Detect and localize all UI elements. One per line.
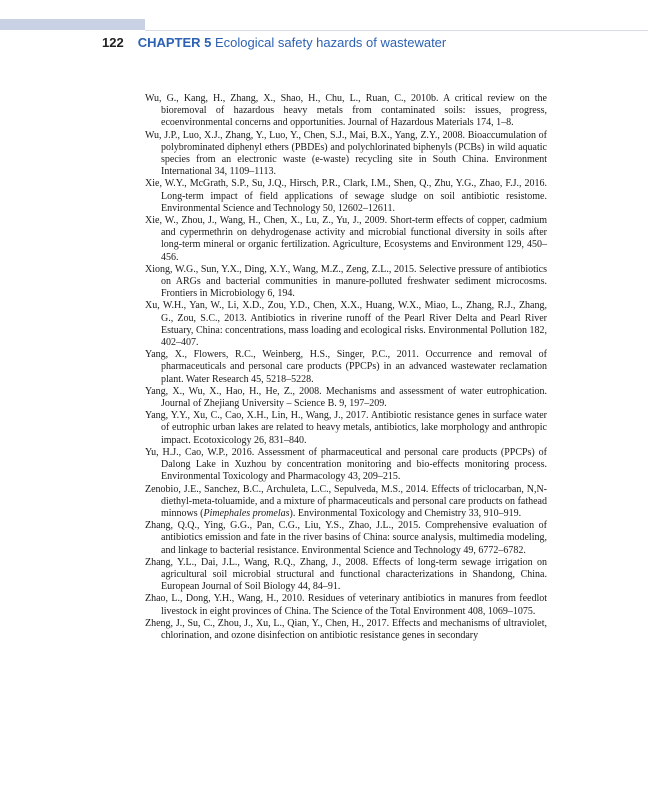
running-header xyxy=(102,35,446,51)
reference-item: Xie, W., Zhou, J., Wang, H., Chen, X., Lu, Z., Yu, J., 2009. Short-term effects of copper, cadmium and cypermethrin on dehydrogenase activity and microbial functional diversity in soils after long-term mineral or organic fertilization. Agriculture, Ecosystems and Environment 129, 450–456. xyxy=(145,215,547,263)
reference-item: Zhang, Y.L., Dai, J.L., Wang, R.Q., Zhang, J., 2008. Effects of long-term sewage irrigation on agricultural soil microbial structural and functional characterizations in Shandong, China. European Journal of Soil Biology 44, 84–91. xyxy=(145,556,547,593)
reference-item xyxy=(145,484,547,521)
reference-text: ). Environmental Toxicology and Chemistry 33, 910–919. xyxy=(289,507,522,519)
reference-item: Yang, X., Flowers, R.C., Weinberg, H.S., Singer, P.C., 2011. Occurrence and removal of pharmaceuticals and personal care products (PPCPs) in an advanced wastewater reclamation plant. Water Research 45, 5218–5228. xyxy=(145,349,547,385)
reference-item: Yang, X., Wu, X., Hao, H., He, Z., 2008. Mechanisms and assessment of water eutrophication. Journal of Zhejiang University – Science B. 9, 197–209. xyxy=(145,385,547,410)
reference-item: Wu, G., Kang, H., Zhang, X., Shao, H., Chu, L., Ruan, C., 2010b. A critical review on the bioremoval of hazardous heavy metals from contaminated soils: issues, progress, ecoenvironmental concerns and opportunities. Journal of Hazardous Materials 174, 1–8. xyxy=(145,93,547,129)
reference-item: Yang, Y.Y., Xu, C., Cao, X.H., Lin, H., Wang, J., 2017. Antibiotic resistance genes in surface water of eutrophic urban lakes are related to heavy metals, antibiotics, lake morphology and anthropic impact. Ecotoxicology 26, 831–840. xyxy=(145,410,547,446)
reference-item: Xiong, W.G., Sun, Y.X., Ding, X.Y., Wang, M.Z., Zeng, Z.L., 2015. Selective pressure of antibiotics on ARGs and bacterial communities in manure-polluted freshwater sediment microcosms. Frontiers in Microbiology 6, 194. xyxy=(145,263,547,300)
reference-item: Zhang, Q.Q., Ying, G.G., Pan, C.G., Liu, Y.S., Zhao, J.L., 2015. Comprehensive evaluation of antibiotics emission and fate in the river basins of China: source analysis, multimedia modeling, and linkage to bacterial resistance. Environmental Science and Technology 49, 6772–6782. xyxy=(145,520,547,556)
reference-text: Zenobio, J.E., Sanchez, B.C., Archuleta, L.C., Sepulveda, M.S., 2014. Effects of triclocarban, N,N-diethyl-meta-toluamide, and a mixture of pharmaceuticals and personal care products on fathead minnows ( xyxy=(145,483,547,519)
reference-item: Xu, W.H., Yan, W., Li, X.D., Zou, Y.D., Chen, X.X., Huang, W.X., Miao, L., Zhang, R.J., Zhang, G., Zou, S.C., 2013. Antibiotics in riverine runoff of the Pearl River Delta and Pearl River Estuary, China: concentrations, mass loading and ecological risks. Environmental Pollution 182, 402–407. xyxy=(145,300,547,349)
reference-item: Yu, H.J., Cao, W.P., 2016. Assessment of pharmaceutical and personal care products (PPCPs) of Dalong Lake in Xuzhou by concentration monitoring and bio-effects monitoring process. Environmental Toxicology and Pharmacology 43, 209–215. xyxy=(145,446,547,483)
reference-item: Zheng, J., Su, C., Zhou, J., Xu, L., Qian, Y., Chen, H., 2017. Effects and mechanisms of ultraviolet, chlorination, and ozone disinfection on antibiotic resistance genes in secondary xyxy=(145,617,547,641)
header-color-bar xyxy=(0,19,145,30)
page-number: 122 xyxy=(102,35,124,50)
species-name: Pimephales promelas xyxy=(203,507,290,519)
chapter-label: CHAPTER 5 xyxy=(137,35,212,50)
header-rule xyxy=(145,30,648,31)
reference-item: Wu, J.P., Luo, X.J., Zhang, Y., Luo, Y., Chen, S.J., Mai, B.X., Yang, Z.Y., 2008. Bioaccumulation of polybrominated diphenyl ethers (PBDEs) and polychlorinated biphenyls (PCBs) in wild aquatic species from an electronic waste (e-waste) recycling site in South China. Environment International 34, 1109–1113. xyxy=(145,129,547,178)
reference-item: Xie, W.Y., McGrath, S.P., Su, J.Q., Hirsch, P.R., Clark, I.M., Shen, Q., Zhu, Y.G., Zhao, F.J., 2016. Long-term impact of field applications of sewage sludge on soil antibiotic resistome. Environmental Science and Technology 50, 12602–12611. xyxy=(145,178,547,214)
reference-list xyxy=(145,93,547,642)
reference-item: Zhao, L., Dong, Y.H., Wang, H., 2010. Residues of veterinary antibiotics in manures from feedlot livestock in eight provinces of China. The Science of the Total Environment 408, 1069–1075. xyxy=(145,593,547,617)
chapter-title: Ecological safety hazards of wastewater xyxy=(215,35,447,50)
